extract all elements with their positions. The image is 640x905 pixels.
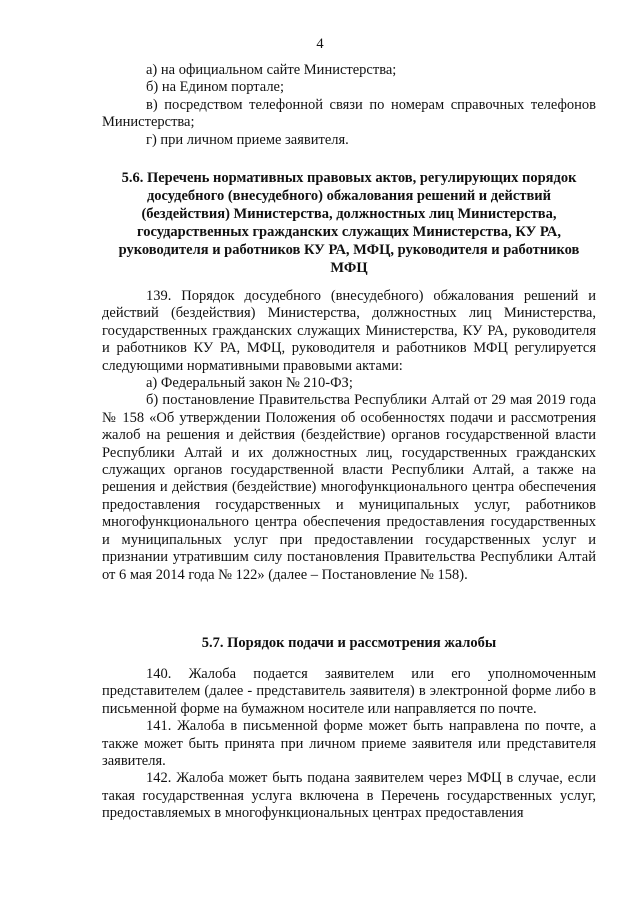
section-5-6-body xyxy=(102,288,596,584)
list-item: б) на Едином портале; xyxy=(146,79,285,96)
list-item: в) посредством телефонной связи по номерам справочных телефонов Министерства; xyxy=(102,96,596,131)
page-number: 4 xyxy=(316,36,324,52)
list-item: г) при личном приеме заявителя. xyxy=(146,131,349,148)
paragraph-140: 140. Жалоба подается заявителем или его уполномоченным представителем (далее - представитель заявителя) в электронной форме либо в письменной форме на бумажном носителе или направляется по почте. xyxy=(102,666,596,717)
section-5-7-body xyxy=(102,666,596,823)
section-5-6-heading: 5.6. Перечень нормативных правовых актов, регулирующих порядок досудебного (внесудебного) обжалования решений и действий (бездействия) Министерства, должностных лиц Министерства, государственных гражданских служащих Министерства, КУ РА, руководителя и работников КУ РА, МФЦ, руководителя и работников МФЦ xyxy=(118,170,580,276)
section-5-7-heading: 5.7. Порядок подачи и рассмотрения жалобы xyxy=(201,635,497,651)
paragraph-141: 141. Жалоба в письменной форме может быть направлена по почте, а также может быть принята при личном приеме заявителя или представителя заявителя. xyxy=(102,718,596,770)
list-item: а) Федеральный закон № 210-ФЗ; xyxy=(146,375,353,392)
paragraph-139: 139. Порядок досудебного (внесудебного) обжалования решений и действий (бездействия) Министерства, должностных лиц Министерства, государственных гражданских служащих Министерства, КУ РА, руководителя и работников КУ РА, МФЦ, руководителя и работников МФЦ регулируется следующими нормативными правовыми актами: xyxy=(102,288,596,374)
contact-methods-list xyxy=(102,62,596,149)
paragraph-142: 142. Жалоба может быть подана заявителем через МФЦ в случае, если такая государственная услуга включена в Перечень государственных услуг, предоставляемых в многофункциональных центрах предоставления xyxy=(102,770,596,822)
list-item: б) постановление Правительства Республики Алтай от 29 мая 2019 года № 158 «Об утверждении Положения об особенностях подачи и рассмотрения жалоб на решения и действия (бездействие) органов государственной власти Республики Алтай и их должностных лиц, государственных гражданских служащих органов государственной власти Республики Алтай, а также на решения и действия (бездействие) многофункционального центра обеспечения предоставления государственных и муниципальных услуг, работников многофункционального центра обеспечения предоставления государственных и муниципальных услуг при предоставлении государственных услуг и признании утратившим силу постановления Правительства Республики Алтай от 6 мая 2014 года № 122» (далее – Постановление № 158). xyxy=(102,392,596,583)
list-item: а) на официальном сайте Министерства; xyxy=(146,62,397,78)
